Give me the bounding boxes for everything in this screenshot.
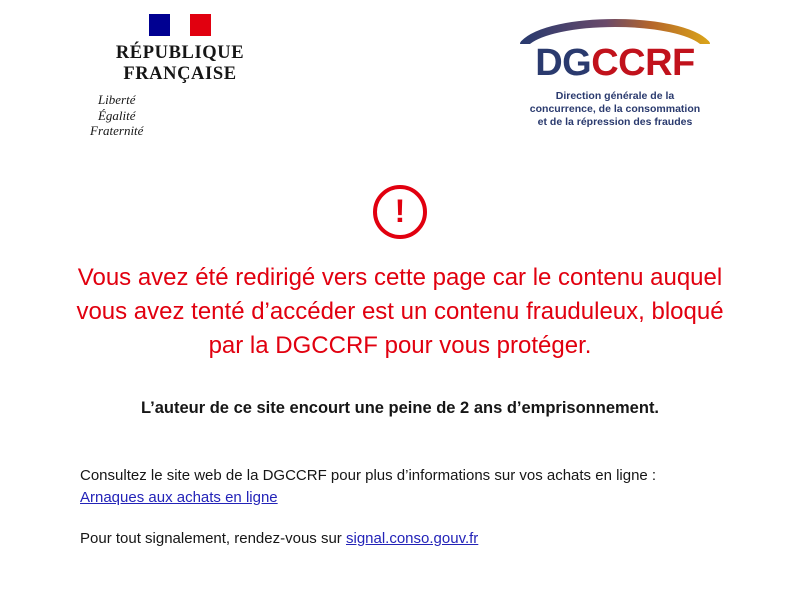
republic-title-line2: FRANÇAISE xyxy=(123,64,237,84)
dgccrf-acronym-dg: DG xyxy=(535,42,592,84)
page-header xyxy=(0,0,800,139)
french-flag-icon xyxy=(149,14,211,36)
republic-motto xyxy=(80,92,143,139)
dgccrf-subtitle-line3: et de la répression des fraudes xyxy=(537,116,693,128)
motto-egalite: Égalité xyxy=(97,107,136,123)
republic-title-line1: RÉPUBLIQUE xyxy=(115,43,245,63)
motto-fraternite: Fraternité xyxy=(90,123,144,138)
report-row xyxy=(80,528,800,550)
dgccrf-subtitle-line2: concurrence, de la consommation xyxy=(529,103,701,115)
dgccrf-subtitle-line1: Direction générale de la xyxy=(555,90,675,102)
alert-message: Vous avez été redirigé vers cette page car le contenu auquel vous avez tenté d’accéder est un contenu frauduleux, bloqué par la DGCCRF pour vous protéger. xyxy=(76,263,724,359)
exclamation-mark-glyph: ! xyxy=(394,192,406,229)
arnaques-achats-en-ligne-link[interactable]: Arnaques aux achats en ligne xyxy=(80,488,278,506)
republic-title xyxy=(116,43,244,85)
dgccrf-arc-icon xyxy=(520,18,710,44)
republique-francaise-logo xyxy=(80,14,280,139)
consult-text: Consultez le site web de la DGCCRF pour plus d’informations sur vos achats en ligne : xyxy=(80,466,657,484)
consult-link-row xyxy=(80,487,800,509)
dgccrf-acronym-ccrf: CCRF xyxy=(591,42,695,84)
alert-icon-wrapper xyxy=(0,185,800,239)
dgccrf-logo xyxy=(490,14,740,129)
penalty-notice: L’auteur de ce site encourt une peine de 2 ans d’emprisonnement. xyxy=(140,398,660,417)
signal-conso-link[interactable]: signal.conso.gouv.fr xyxy=(345,529,479,547)
dgccrf-acronym xyxy=(535,42,695,84)
dgccrf-subtitle xyxy=(530,90,700,129)
exclamation-circle-icon xyxy=(373,185,427,239)
motto-liberte: Liberté xyxy=(97,92,136,107)
information-block xyxy=(80,465,800,550)
report-prefix: Pour tout signalement, rendez-vous sur xyxy=(80,529,346,547)
report-line xyxy=(80,528,800,550)
